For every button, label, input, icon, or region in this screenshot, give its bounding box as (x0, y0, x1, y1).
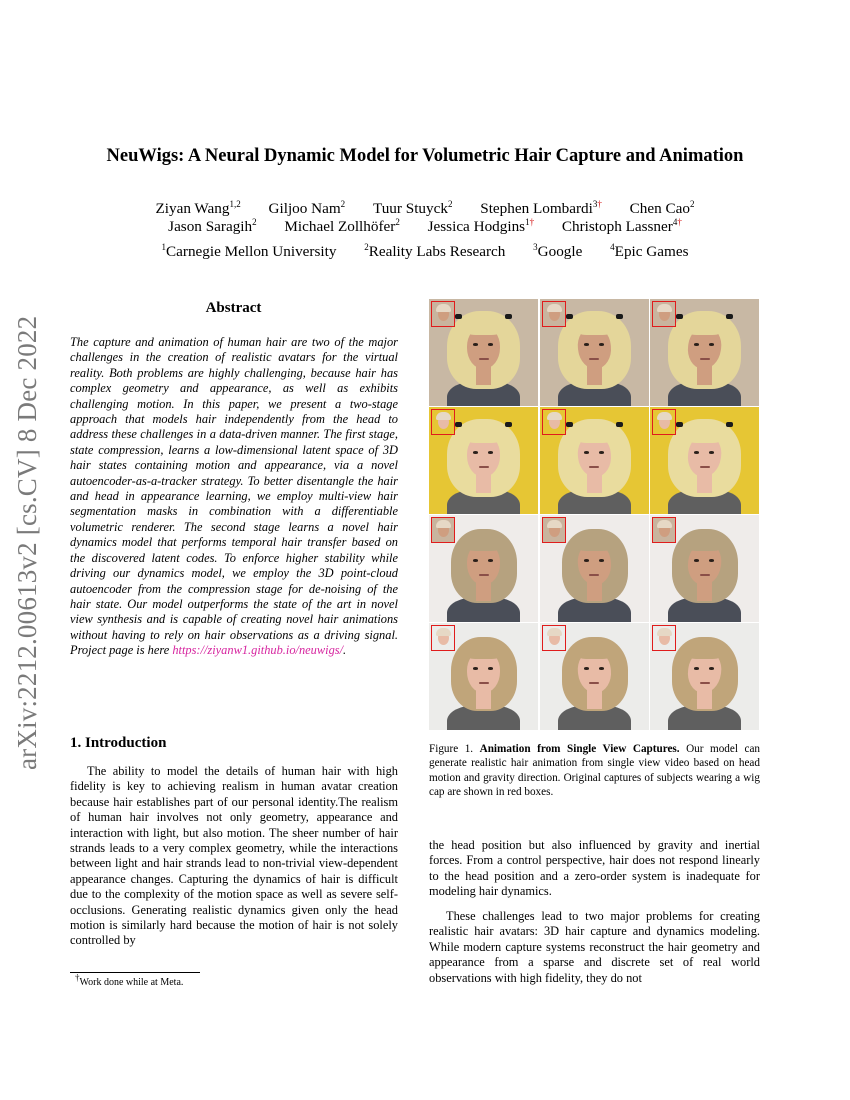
figure-cell-female-subject-light-brown-wavy-wig (429, 623, 538, 730)
affiliation: $^3$Google (533, 241, 583, 260)
author: Jessica Hodgins$^{1\dagger}$ (427, 216, 535, 235)
original-capture-thumbnail (542, 625, 566, 651)
figure-cell-female-subject-light-brown-wavy-wig (650, 623, 759, 730)
footnote-rule (70, 972, 200, 973)
original-capture-thumbnail (542, 409, 566, 435)
author: Tuur Stuyck$^2$ (372, 198, 453, 217)
original-capture-thumbnail (652, 409, 676, 435)
figure-cell-male-subject-light-brown-wavy-wig (650, 515, 759, 622)
figure-1-image-grid (429, 299, 759, 732)
figure-cell-female-subject-light-brown-wavy-wig (540, 623, 649, 730)
original-capture-thumbnail (652, 301, 676, 327)
original-capture-thumbnail (431, 409, 455, 435)
affiliation: $^4$Epic Games (610, 241, 689, 260)
figure-cell-male-subject-light-brown-wavy-wig (429, 515, 538, 622)
figure-cell-male-subject-blonde-pigtails-wig (540, 299, 649, 406)
author: Michael Zollhöfer$^2$ (284, 216, 400, 235)
author: Christoph Lassner$^{4\dagger}$ (561, 216, 682, 235)
author: Ziyan Wang$^{1,2}$ (155, 198, 241, 217)
section-heading-introduction: 1. Introduction (70, 735, 167, 751)
figure-cell-female-subject-blonde-pigtails-wig (650, 407, 759, 514)
affiliations (0, 243, 850, 261)
original-capture-thumbnail (431, 517, 455, 543)
intro-paragraph-1: The ability to model the details of human hair with high fidelity is key to achieving realism in human avatar creation because hair establishes part of our personal identity.The realism of human hair involves not only geometry, appearance and interaction with light, but also motion. The sheer number of hair strands leads to a very complex geometry, while the interactions between light and hair strands lead to non-trivial view-dependent appearance changes. Capturing the dynamics of hair is difficult due to the complexity of the motion space as well as severe self-occlusions. Generating realistic dynamics given only the head motion is similarly hard because the motion of hair is not solely controlled by (70, 764, 398, 948)
abstract-heading: Abstract (205, 300, 262, 316)
author: Jason Saragih$^2$ (168, 216, 257, 235)
original-capture-thumbnail (431, 625, 455, 651)
figure-1-caption: Figure 1. Animation from Single View Captures. Our model can generate realistic hair animation from single view video based on head motion and gravity direction. Original captures of subjects wearing a wig cap are shown in red boxes. (429, 743, 761, 798)
author: Chen Cao$^2$ (629, 198, 695, 217)
project-page-link[interactable]: https://ziyanw1.github.io/neuwigs/ (172, 643, 344, 658)
figure-cell-female-subject-blonde-pigtails-wig (540, 407, 649, 514)
affiliation: $^2$Reality Labs Research (364, 241, 506, 260)
original-capture-thumbnail (542, 301, 566, 327)
footnote: †Work done while at Meta. (75, 972, 184, 988)
original-capture-thumbnail (431, 301, 455, 327)
figure-cell-female-subject-blonde-pigtails-wig (429, 407, 538, 514)
author-line-2 (0, 218, 850, 236)
author-line-1 (0, 200, 850, 218)
original-capture-thumbnail (652, 625, 676, 651)
affiliation: $^1$Carnegie Mellon University (161, 241, 337, 260)
arxiv-identifier: arXiv:2212.00613v2 [cs.CV] 8 Dec 2022 (12, 315, 42, 770)
figure-cell-male-subject-blonde-pigtails-wig (429, 299, 538, 406)
author: Giljoo Nam$^2$ (268, 198, 346, 217)
abstract-text: The capture and animation of human hair are two of the major challenges in the creation of realistic avatars for the virtual reality. Both problems are highly challenging, because hair has complex geometry and appearance, as well as exhibits challenging motion. In this paper, we present a two-stage approach that models hair independently from the head to address these challenges in a data-driven manner. The first stage, state compression, learns a low-dimensional latent space of 3D hair states containing motion and appearance, via a novel autoencoder-as-a-tracker strategy. To better disentangle the hair and head in appearance learning, we employ multi-view hair segmentation masks in combination with a differentiable volumetric renderer. The second stage learns a novel hair dynamics model that performs temporal hair transfer based on the discovered latent codes. To enforce higher stability while driving our dynamics model, we employ the 3D point-cloud autoencoder from the compression stage for de-noising of the hair state. Our model outperforms the state of the art in novel view synthesis and is capable of creating novel hair animations without having to rely on hair observations as a driving signal. Project page is here https://ziyanw1.github.io/neuwigs/. (70, 335, 398, 658)
intro-paragraph-2: These challenges lead to two major problems for creating realistic hair avatars: 3D hair capture and dynamics modeling. While modern capture systems reconstruct the hair geometry and appearance from a sparse and discrete set of real world observations with high fidelity, they do not (429, 909, 760, 985)
figure-cell-male-subject-blonde-pigtails-wig (650, 299, 759, 406)
intro-paragraph-continued: the head position but also influenced by gravity and inertial forces. From a control perspective, hair does not respond linearly to the head position and a zero-order system is inadequate for modeling hair dynamics. (429, 838, 760, 899)
original-capture-thumbnail (542, 517, 566, 543)
original-capture-thumbnail (652, 517, 676, 543)
paper-title: NeuWigs: A Neural Dynamic Model for Volumetric Hair Capture and Animation (106, 146, 744, 166)
author: Stephen Lombardi$^{3\dagger}$ (480, 198, 602, 217)
figure-cell-male-subject-light-brown-wavy-wig (540, 515, 649, 622)
